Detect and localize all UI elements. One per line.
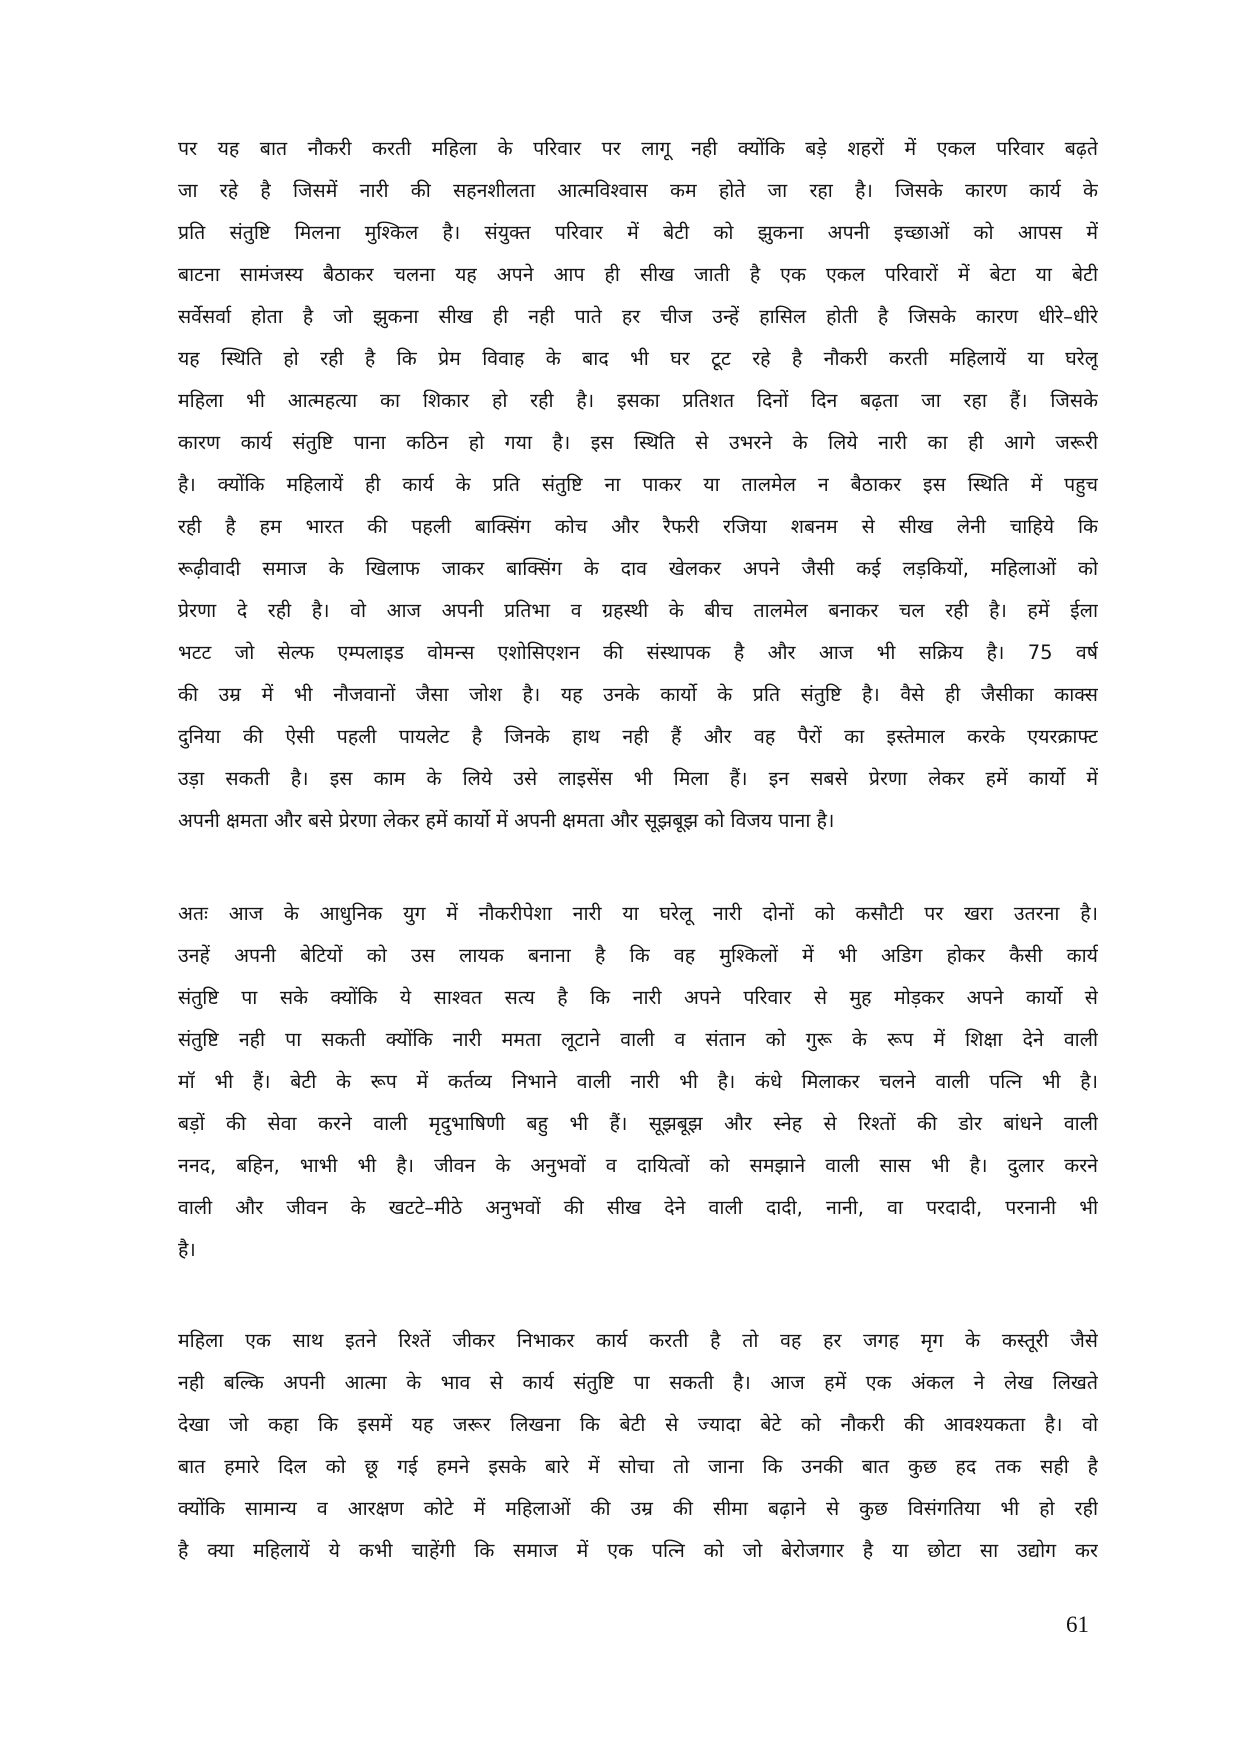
text-line: संतुष्टि पा सके क्योंकि ये साश्वत सत्य है कि नारी अपने परिवार से मुह मोड़कर अपने कार्यो से (178, 986, 1098, 1009)
paragraph-2 (178, 893, 1098, 1271)
text-line: प्रति संतुष्टि मिलना मुश्किल है। संयुक्त परिवार में बेटी को झुकना अपनी इच्छाओं को आपस में (178, 221, 1098, 244)
text-line: मॉ भी हैं। बेटी के रूप में कर्तव्य निभाने वाली नारी भी है। कंधे मिलाकर चलने वाली पत्नि भी है। (178, 1070, 1098, 1093)
text-line: जा रहे है जिसमें नारी की सहनशीलता आत्मविश्वास कम होते जा रहा है। जिसके कारण कार्य के (178, 179, 1098, 202)
text-line: देखा जो कहा कि इसमें यह जरूर लिखना कि बेटी से ज्यादा बेटे को नौकरी की आवश्यकता है। वो (178, 1413, 1098, 1436)
text-line: क्योंकि सामान्य व आरक्षण कोटे में महिलाओं की उम्र की सीमा बढ़ाने से कुछ विसंगतिया भी हो रही (178, 1497, 1098, 1520)
text-line: है। (178, 1238, 196, 1261)
text-line: अतः आज के आधुनिक युग में नौकरीपेशा नारी या घरेलू नारी दोनों को कसौटी पर खरा उतरना है। (178, 902, 1098, 925)
text-line: रूढ़ीवादी समाज के खिलाफ जाकर बाक्सिंग के दाव खेलकर अपने जैसी कई लड़कियों, महिलाओं को (178, 557, 1098, 580)
text-line: रही है हम भारत की पहली बाक्सिंग कोच और रैफरी रजिया शबनम से सीख लेनी चाहिये कि (178, 515, 1098, 538)
text-line: संतुष्टि नही पा सकती क्योंकि नारी ममता लूटाने वाली व संतान को गुरू के रूप में शिक्षा देने वाली (178, 1028, 1098, 1051)
text-line: सर्वेसर्वा होता है जो झुकना सीख ही नही पाते हर चीज उन्हें हासिल होती है जिसके कारण धीरे–धीरे (178, 305, 1098, 328)
text-line: वाली और जीवन के खटटे–मीठे अनुभवों की सीख देने वाली दादी, नानी, वा परदादी, परनानी भी (178, 1196, 1098, 1219)
text-line: बात हमारे दिल को छू गई हमने इसके बारे में सोचा तो जाना कि उनकी बात कुछ हद तक सही है (178, 1455, 1098, 1478)
text-line: प्रेरणा दे रही है। वो आज अपनी प्रतिभा व ग्रहस्थी के बीच तालमेल बनाकर चल रही है। हमें ईला (178, 599, 1098, 622)
text-line: है क्या महिलायें ये कभी चाहेंगी कि समाज में एक पत्नि को जो बेरोजगार है या छोटा सा उद्योग कर (178, 1539, 1098, 1562)
text-line: है। क्योंकि महिलायें ही कार्य के प्रति संतुष्टि ना पाकर या तालमेल न बैठाकर इस स्थिति में पहुच (178, 473, 1098, 496)
text-line: महिला एक साथ इतने रिश्तें जीकर निभाकर कार्य करती है तो वह हर जगह मृग के कस्तूरी जैसे (178, 1329, 1098, 1352)
page-number: 61 (1066, 1612, 1089, 1637)
text-line: यह स्थिति हो रही है कि प्रेम विवाह के बाद भी घर टूट रहे है नौकरी करती महिलायें या घरेलू (178, 347, 1098, 370)
text-line: नही बल्कि अपनी आत्मा के भाव से कार्य संतुष्टि पा सकती है। आज हमें एक अंकल ने लेख लिखते (178, 1371, 1098, 1394)
text-line: बाटना सामंजस्य बैठाकर चलना यह अपने आप ही सीख जाती है एक एकल परिवारों में बेटा या बेटी (178, 263, 1098, 286)
text-line: की उम्र में भी नौजवानों जैसा जोश है। यह उनके कार्यो के प्रति संतुष्टि है। वैसे ही जैसीका काक्स (178, 683, 1098, 706)
text-line: पर यह बात नौकरी करती महिला के परिवार पर लागू नही क्योंकि बड़े शहरों में एकल परिवार बढ़ते (178, 137, 1098, 160)
text-line: ननद, बहिन, भाभी भी है। जीवन के अनुभवों व दायित्वों को समझाने वाली सास भी है। दुलार करने (178, 1154, 1098, 1177)
text-line: उनहें अपनी बेटियों को उस लायक बनाना है कि वह मुश्किलों में भी अडिग होकर कैसी कार्य (178, 944, 1098, 967)
paragraph-3 (178, 1320, 1098, 1572)
text-line: दुनिया की ऐसी पहली पायलेट है जिनके हाथ नही हैं और वह पैरों का इस्तेमाल करके एयरक्राफ्ट (178, 725, 1098, 748)
text-line: कारण कार्य संतुष्टि पाना कठिन हो गया है। इस स्थिति से उभरने के लिये नारी का ही आगे जरूरी (178, 431, 1098, 454)
text-line: भटट जो सेल्फ एम्पलाइड वोमन्स एशोसिएशन की संस्थापक है और आज भी सक्रिय है। 75 वर्ष (178, 641, 1098, 664)
text-line: अपनी क्षमता और बसे प्रेरणा लेकर हमें कार्यो में अपनी क्षमता और सूझबूझ को विजय पाना है। (178, 809, 835, 832)
text-line: बड़ों की सेवा करने वाली मृदुभाषिणी बहु भी हैं। सूझबूझ और स्नेह से रिश्तों की डोर बांधने वाली (178, 1112, 1098, 1135)
text-line: उड़ा सकती है। इस काम के लिये उसे लाइसेंस भी मिला हैं। इन सबसे प्रेरणा लेकर हमें कार्यो में (178, 767, 1098, 790)
paragraph-1 (178, 128, 1098, 842)
text-line: महिला भी आत्महत्या का शिकार हो रही है। इसका प्रतिशत दिनों दिन बढ़ता जा रहा हैं। जिसके (178, 389, 1098, 412)
